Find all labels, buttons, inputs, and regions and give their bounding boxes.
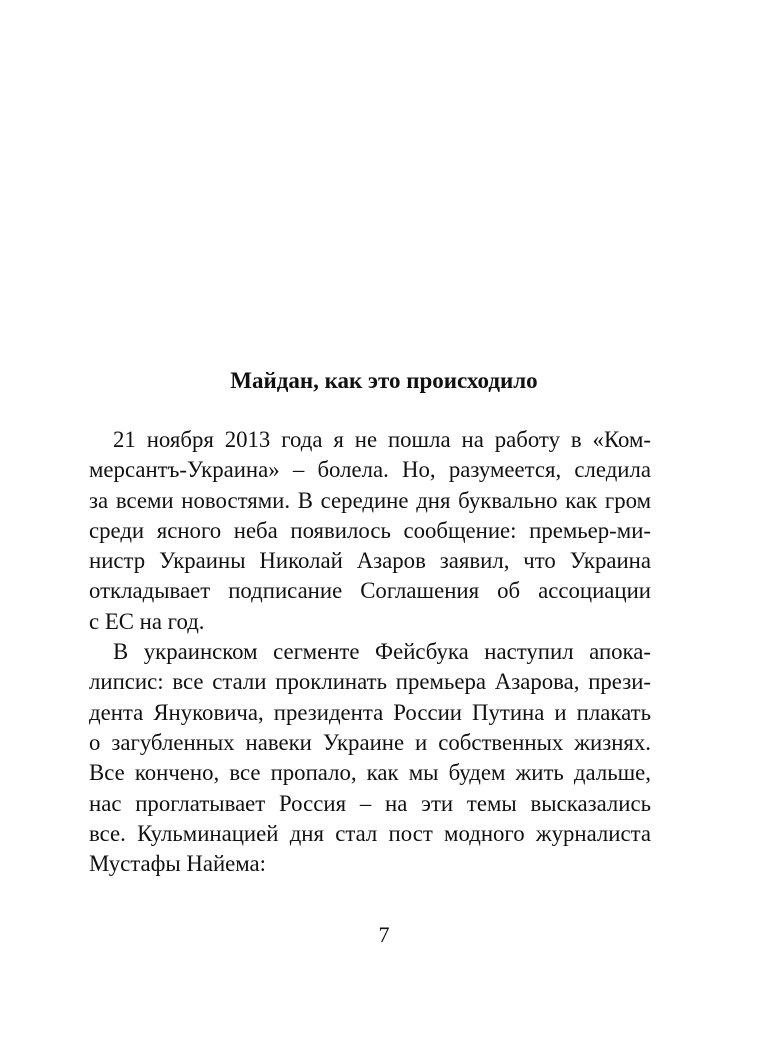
text-line: нистр Украины Николай Азаров заявил, что Украина [89, 548, 651, 574]
paragraph [89, 425, 651, 637]
chapter-title: Майдан, как это происходило [230, 368, 538, 393]
text-line: среди ясного неба появилось сообщение: премьер-ми- [89, 517, 651, 543]
text-line: мерсантъ-Украина» – болела. Но, разумеется, следила [89, 457, 651, 483]
paragraph [89, 637, 651, 879]
text-line: дента Януковича, президента России Путина и плакать [89, 699, 651, 725]
text-line: все. Кульминацией дня стал пост модного журналиста [89, 820, 651, 846]
text-line: липсис: все стали проклинать премьера Азарова, прези- [89, 669, 651, 695]
text-line: за всеми новостями. В середине дня буквально как гром [89, 487, 651, 513]
page-number: 7 [378, 922, 390, 947]
text-line: 21 ноября 2013 года я не пошла на работу в «Ком- [113, 427, 651, 452]
body-text [89, 425, 651, 879]
text-line: Все кончено, все пропало, как мы будем жить дальше, [89, 760, 651, 786]
text-line: о загубленных навеки Украине и собственных жизнях. [89, 729, 651, 755]
text-line: откладывает подписание Соглашения об ассоциации [89, 578, 651, 604]
text-line: В украинском сегменте Фейсбука наступил апока- [113, 639, 651, 665]
text-line: Мустафы Найема: [89, 851, 266, 877]
text-line: нас проглатывает Россия – на эти темы высказались [89, 790, 651, 816]
text-line: с ЕС на год. [89, 608, 205, 634]
